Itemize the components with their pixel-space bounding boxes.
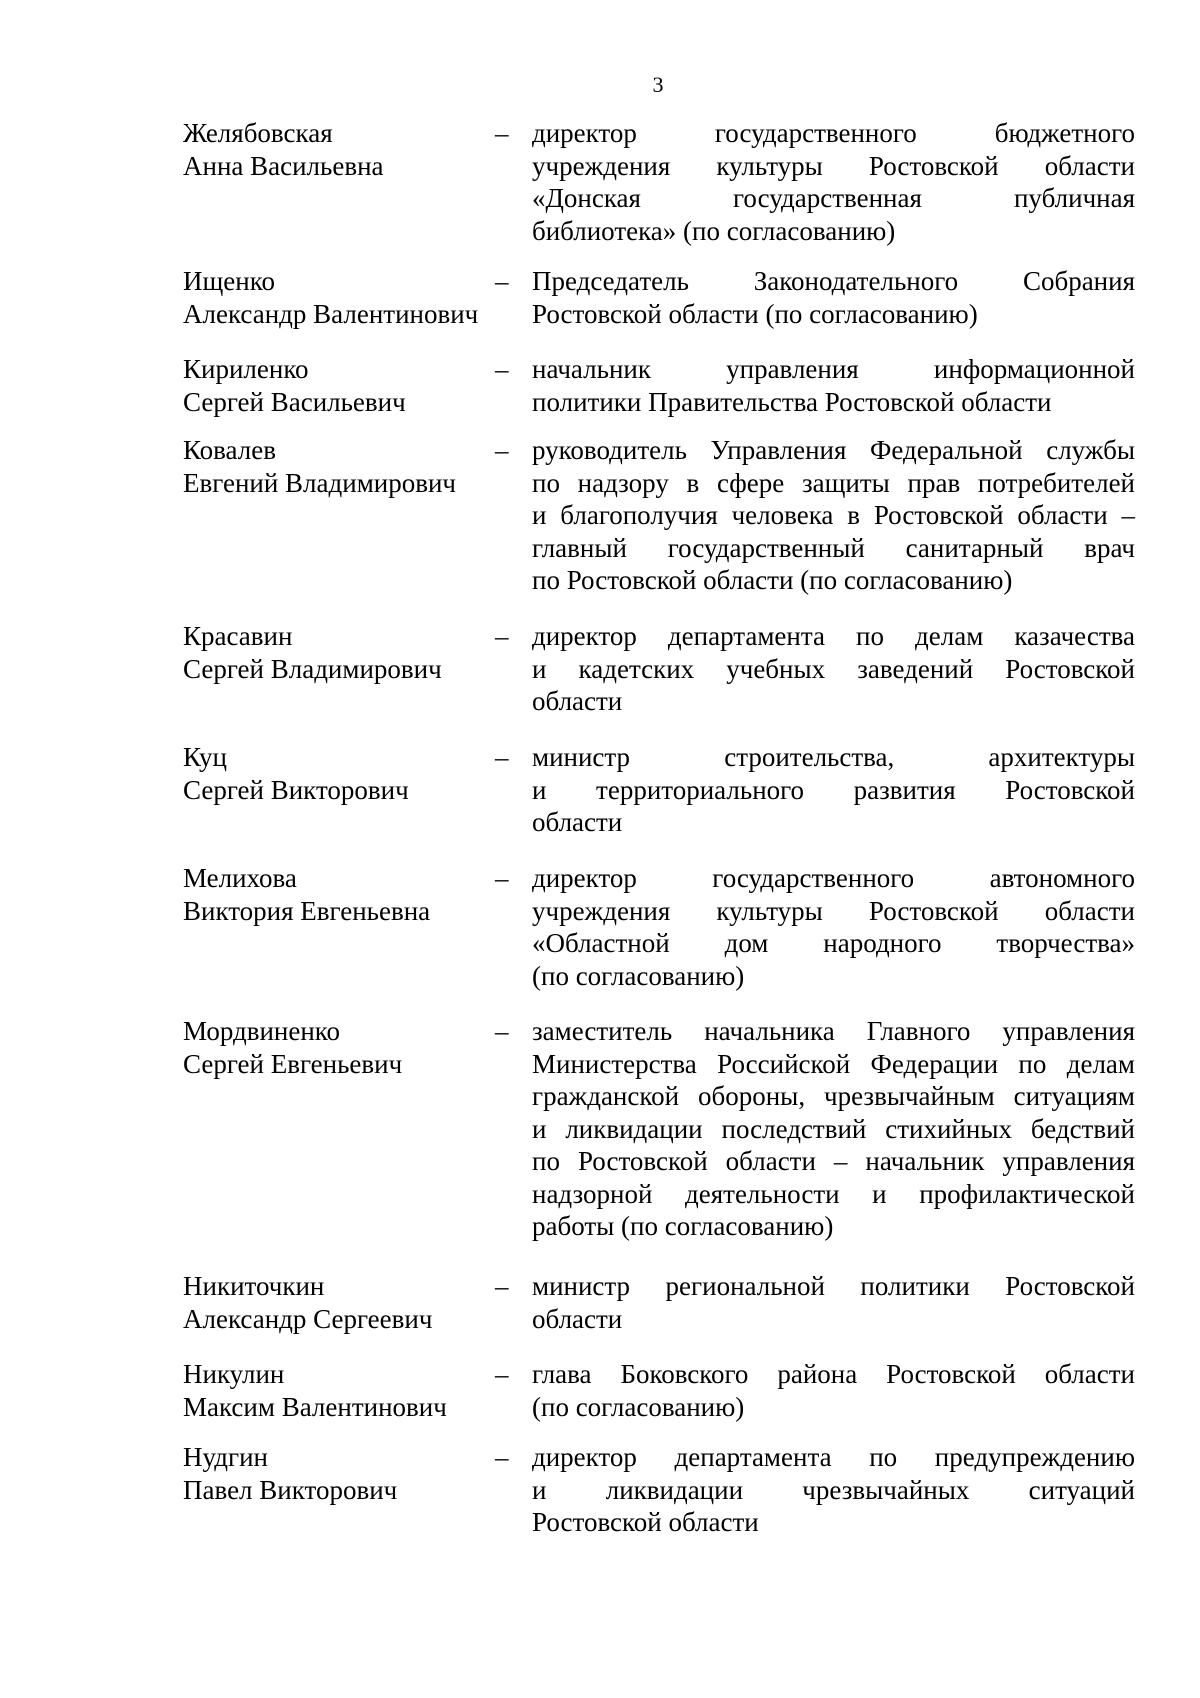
member-position <box>532 1015 1135 1243</box>
member-position <box>532 1441 1135 1539</box>
member-given-names: Максим Валентинович <box>183 1391 447 1422</box>
member-position <box>532 620 1135 718</box>
member-name <box>183 620 483 685</box>
member-name <box>183 117 483 182</box>
member-dash: – <box>495 354 509 384</box>
position-line: и благополучия человека в Ростовской области – <box>532 500 1135 530</box>
member-surname: Ковалев <box>183 435 276 465</box>
member-name <box>183 1441 483 1506</box>
member-dash: – <box>495 1359 509 1389</box>
member-dash: – <box>495 118 509 148</box>
member-position <box>532 741 1135 839</box>
member-given-names: Александр Сергеевич <box>183 1303 433 1334</box>
position-line: начальник управления информационной <box>532 354 1135 384</box>
member-surname: Никиточкин <box>183 1271 325 1301</box>
member-name <box>183 741 483 806</box>
position-line: политики Правительства Ростовской области <box>532 386 1052 417</box>
position-line: глава Боковского района Ростовской области <box>532 1359 1135 1389</box>
position-line: (по согласованию) <box>532 1391 745 1422</box>
member-surname: Желябовская <box>183 118 333 148</box>
position-line: Министерства Российской Федерации по делам <box>532 1048 1135 1079</box>
member-dash: – <box>495 742 509 772</box>
position-line: (по согласованию) <box>532 960 745 991</box>
member-position <box>532 117 1135 247</box>
position-line: «Донская государственная публичная <box>532 183 1135 213</box>
position-line: надзорной деятельности и профилактической <box>532 1178 1135 1209</box>
member-dash: – <box>495 266 509 296</box>
member-surname: Никулин <box>183 1359 285 1389</box>
position-line: Ростовской области <box>532 1507 759 1537</box>
position-line: министр строительства, архитектуры <box>532 742 1135 772</box>
position-line: работы (по согласованию) <box>532 1211 834 1241</box>
member-position <box>532 1358 1135 1423</box>
member-position <box>532 434 1135 597</box>
member-given-names: Сергей Викторович <box>183 774 409 805</box>
member-name <box>183 1270 483 1335</box>
position-line: учреждения культуры Ростовской области <box>532 150 1135 181</box>
position-line: директор департамента по предупреждению <box>532 1442 1135 1472</box>
position-line: по надзору в сфере защиты прав потребителей <box>532 467 1135 498</box>
position-line: и территориального развития Ростовской <box>532 774 1135 805</box>
member-surname: Мелихова <box>183 863 297 893</box>
member-given-names: Евгений Владимирович <box>183 467 457 498</box>
member-dash: – <box>495 1271 509 1301</box>
member-surname: Мордвиненко <box>183 1016 341 1046</box>
member-surname: Кириленко <box>183 354 309 384</box>
position-line: директор департамента по делам казачества <box>532 621 1135 651</box>
member-surname: Куц <box>183 742 227 772</box>
member-dash: – <box>495 1442 509 1472</box>
position-line: директор государственного бюджетного <box>532 118 1135 148</box>
member-surname: Нудгин <box>183 1442 269 1472</box>
position-line: «Областной дом народного творчества» <box>532 928 1135 958</box>
position-line: и ликвидации последствий стихийных бедствий <box>532 1113 1135 1144</box>
position-line: области <box>532 1303 623 1334</box>
position-line: руководитель Управления Федеральной службы <box>532 435 1135 465</box>
position-line: и кадетских учебных заведений Ростовской <box>532 653 1135 684</box>
position-line: и ликвидации чрезвычайных ситуаций <box>532 1474 1135 1505</box>
member-surname: Ищенко <box>183 266 275 296</box>
member-surname: Красавин <box>183 621 293 651</box>
member-name <box>183 265 483 330</box>
member-position <box>532 862 1135 992</box>
member-name <box>183 1015 483 1080</box>
position-line: Ростовской области (по согласованию) <box>532 298 978 329</box>
position-line: по Ростовской области (по согласованию) <box>532 565 1013 595</box>
member-given-names: Сергей Владимирович <box>183 653 442 684</box>
member-position <box>532 265 1135 330</box>
position-line: заместитель начальника Главного управления <box>532 1016 1135 1046</box>
member-position <box>532 353 1135 418</box>
member-given-names: Анна Васильевна <box>183 150 384 181</box>
position-line: министр региональной политики Ростовской <box>532 1271 1135 1301</box>
member-name <box>183 434 483 499</box>
member-position <box>532 1270 1135 1335</box>
member-name <box>183 862 483 927</box>
member-dash: – <box>495 621 509 651</box>
position-line: директор государственного автономного <box>532 863 1135 893</box>
position-line: Председатель Законодательного Собрания <box>532 266 1135 296</box>
member-name <box>183 1358 483 1423</box>
position-line: гражданской обороны, чрезвычайным ситуациям <box>532 1081 1135 1111</box>
member-given-names: Сергей Евгеньевич <box>183 1048 403 1079</box>
page-number: 3 <box>652 72 664 97</box>
position-line: библиотека» (по согласованию) <box>532 215 896 246</box>
position-line: учреждения культуры Ростовской области <box>532 895 1135 926</box>
position-line: по Ростовской области – начальник управления <box>532 1146 1135 1176</box>
member-dash: – <box>495 863 509 893</box>
member-given-names: Павел Викторович <box>183 1474 398 1505</box>
position-line: области <box>532 807 623 837</box>
member-given-names: Александр Валентинович <box>183 298 479 329</box>
position-line: главный государственный санитарный врач <box>532 532 1135 563</box>
member-dash: – <box>495 1016 509 1046</box>
member-given-names: Виктория Евгеньевна <box>183 895 431 926</box>
member-given-names: Сергей Васильевич <box>183 386 406 417</box>
position-line: области <box>532 686 623 716</box>
member-dash: – <box>495 435 509 465</box>
member-name <box>183 353 483 418</box>
